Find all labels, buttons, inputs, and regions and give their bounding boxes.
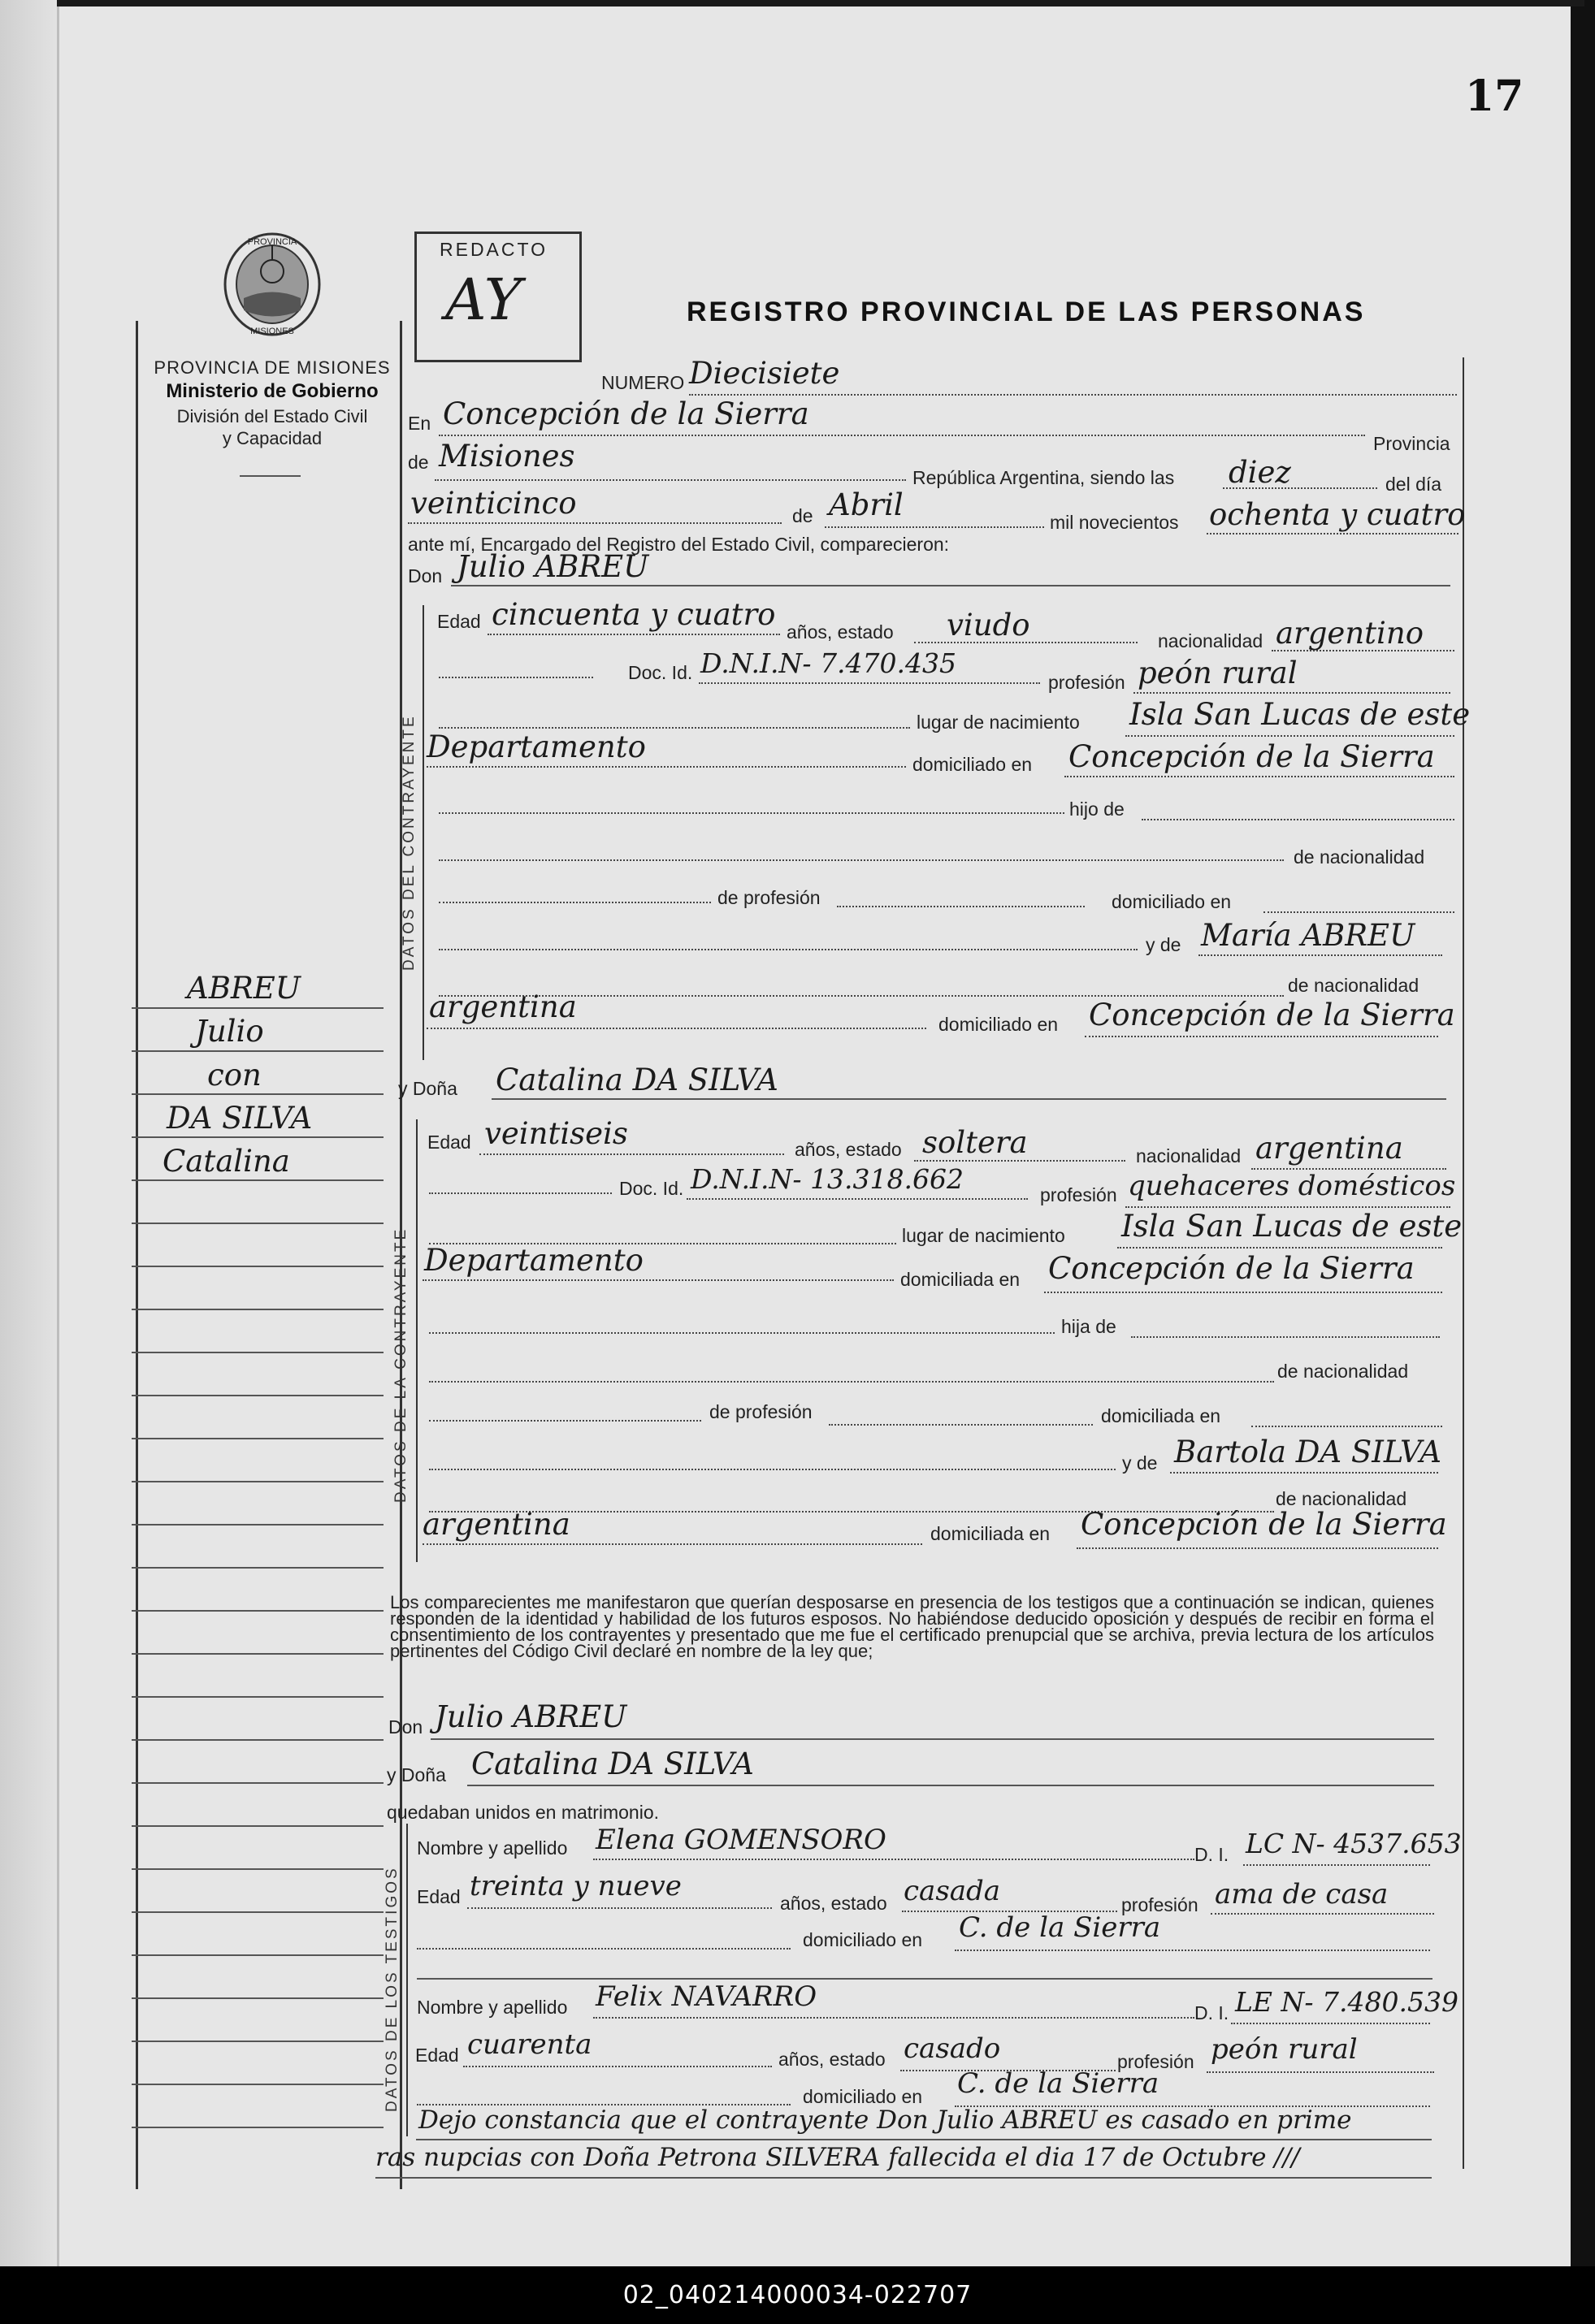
margin-rule	[132, 1782, 384, 1784]
y-de-label: y de	[1146, 934, 1181, 955]
margin-rule	[132, 1954, 384, 1956]
t2-estado: casado	[904, 2032, 1001, 2065]
de-nacionalidad3-label: de nacionalidad	[1277, 1361, 1409, 1382]
edad2-label: Edad	[427, 1132, 471, 1153]
t2-di: LE N- 7.480.539	[1235, 1986, 1458, 2018]
margin-rule	[132, 1093, 384, 1095]
margin-note-line2: Julio	[195, 1014, 264, 1049]
departamento-line	[427, 766, 906, 768]
domiciliada-label: domiciliada en	[900, 1269, 1021, 1290]
margin-rule	[132, 1136, 384, 1138]
margin-rule	[132, 1610, 384, 1612]
profesion2-line	[1125, 1206, 1450, 1208]
testigos-divider	[417, 1978, 1432, 1980]
estado-line	[914, 642, 1138, 643]
don-line	[451, 585, 1450, 586]
departamento2-line	[423, 1279, 894, 1281]
declaracion-dona-label: y Doña	[387, 1764, 446, 1785]
org-ministry: Ministerio de Gobierno	[166, 380, 379, 402]
contrayente2-section-label: DATOS DE LA CONTRAYENTE	[392, 1227, 410, 1503]
profesion2-label: profesión	[1040, 1184, 1117, 1205]
contrayente1-edad: cincuenta y cuatro	[492, 597, 776, 632]
nacionalidad2-label: nacionalidad	[1136, 1145, 1242, 1166]
doc2-label: Doc. Id.	[619, 1178, 684, 1199]
margin-rule	[132, 1438, 384, 1439]
contrayente2-nombre: Catalina DA SILVA	[496, 1062, 778, 1097]
hora-value: diez	[1229, 455, 1291, 490]
file-id: 02_040214000034-022707	[622, 2281, 973, 2309]
contrayente2-profesion: quehaceres domésticos	[1128, 1170, 1456, 1202]
domiciliado-label: domiciliado en	[912, 754, 1033, 775]
madre-nac-line	[427, 1028, 926, 1029]
profesion-label: profesión	[1048, 672, 1125, 693]
margin-note-line1: ABREU	[187, 971, 301, 1006]
margin-rule	[132, 1223, 384, 1224]
mes-line	[825, 526, 1044, 528]
page-title: REGISTRO PROVINCIAL DE LAS PERSONAS	[687, 296, 1366, 327]
numero-label: NUMERO	[601, 372, 685, 393]
ante-text: ante mí, Encargado del Registro del Estado Civil, comparecieron:	[408, 534, 950, 555]
padre-nac-line	[439, 902, 711, 903]
don-label: Don	[408, 565, 443, 586]
margin-rule	[132, 1309, 384, 1310]
margin-note-line4: DA SILVA	[167, 1101, 313, 1136]
contrayente1-estado: viudo	[947, 608, 1030, 643]
domiciliado2-label: domiciliado en	[1112, 891, 1232, 912]
t1-profesion-label: profesión	[1121, 1894, 1198, 1915]
contrayente2-madre-nacionalidad: argentina	[423, 1507, 570, 1542]
hija-pre-line	[429, 1332, 1055, 1334]
binder-right-edge	[1571, 0, 1595, 2266]
doc2-pre-line	[429, 1192, 612, 1194]
mil-label: mil novecientos	[1050, 512, 1179, 533]
t1-dom-line	[955, 1950, 1430, 1951]
t2-di-line	[1231, 2023, 1430, 2024]
contrayente1-nombre: Julio ABREU	[457, 549, 649, 584]
domicilio2-line	[1044, 1292, 1442, 1293]
edad2-line	[479, 1153, 784, 1155]
t1-domicilio: C. de la Sierra	[959, 1911, 1161, 1944]
madre-dom-line	[1085, 1036, 1438, 1037]
del-dia-label: del día	[1385, 474, 1442, 495]
margin-rule	[132, 1481, 384, 1482]
de-nacionalidad4-label: de nacionalidad	[1276, 1488, 1407, 1509]
declaracion-paragraph: Los comparecientes me manifestaron que querían desposarse en presencia de los testigos que a continuación se indican, quienes responden de la identidad y habilidad de los futuros esposos. No habiéndose deducido oposición y después de recibir en forma el consentimiento de los contrayentes y presentado que me fue el certificado prenupcial que se archiva, previa lectura de los artículos pertinentes del Código Civil declaré en nombre de la ley que;	[390, 1592, 1434, 1661]
nota-linea-2: ras nupcias con Doña Petrona SILVERA fallecida el dia 17 de Octubre ///	[375, 2143, 1300, 2172]
estado2-line	[914, 1160, 1125, 1162]
margin-rule	[132, 1179, 384, 1181]
t2-profesion: peón rural	[1211, 2033, 1358, 2066]
doc-pre-line	[439, 677, 593, 678]
lugar-nac-pre-line	[439, 727, 910, 729]
contrayente1-doc: D.N.I.N- 7.470.435	[700, 647, 957, 679]
domiciliada3-label: domiciliada en	[930, 1523, 1051, 1544]
contrayente2-madre: Bartola DA SILVA	[1174, 1435, 1441, 1469]
nacionalidad-line	[1272, 650, 1454, 651]
anio-value: ochenta y cuatro	[1209, 497, 1466, 532]
contrayente2-estado: soltera	[922, 1125, 1028, 1160]
margin-note-line3: con	[207, 1058, 262, 1093]
lugar-line	[439, 435, 1365, 436]
seal-bottom-text: MISIONES	[250, 327, 294, 336]
declaracion-don-line	[431, 1738, 1434, 1740]
binder-left-edge	[0, 0, 59, 2266]
t1-edad: treinta y nueve	[470, 1870, 682, 1902]
nacionalidad-label: nacionalidad	[1158, 630, 1263, 651]
padre2-line	[429, 1381, 1274, 1383]
hijo-de-label: hijo de	[1069, 798, 1125, 820]
t2-nombre-line	[593, 2017, 1194, 2019]
t2-di-label: D. I.	[1194, 2002, 1229, 2023]
de-profesion2-label: de profesión	[709, 1401, 813, 1422]
numero-line	[689, 394, 1457, 396]
t1-di-line	[1243, 1864, 1430, 1866]
margin-rule	[132, 1266, 384, 1267]
contrayente2-lugar-nac-1: Isla San Lucas de este	[1121, 1209, 1463, 1244]
seal-top-text: PROVINCIA	[247, 237, 297, 247]
en-label: En	[408, 413, 431, 434]
padre-dom-line	[1263, 911, 1454, 913]
madre2-nac-line	[423, 1543, 922, 1545]
nota-line-2	[375, 2177, 1432, 2179]
domiciliada2-label: domiciliada en	[1101, 1405, 1221, 1426]
padre2-prof-line	[829, 1424, 1093, 1426]
provincia-label: Provincia	[1373, 433, 1450, 454]
estado-label: años, estado	[787, 621, 894, 643]
madre-line	[1198, 954, 1442, 956]
padre2-nac-line	[429, 1420, 701, 1422]
madre-pre-line	[439, 949, 1138, 950]
t2-edad: cuarenta	[467, 2028, 592, 2061]
t1-estado: casada	[904, 1875, 1001, 1907]
t2-profesion-line	[1207, 2071, 1434, 2073]
contrayente1-lugar-nac-2: Departamento	[427, 729, 646, 764]
contrayente1-bracket	[423, 605, 424, 1060]
t1-domiciliado-label: domiciliado en	[803, 1929, 923, 1950]
declaracion-don: Julio ABREU	[435, 1699, 627, 1734]
redacto-box	[414, 232, 582, 362]
t1-di-label: D. I.	[1194, 1844, 1229, 1865]
file-id-footer	[0, 2266, 1595, 2324]
t1-edad-line	[467, 1907, 772, 1909]
declaracion-don-label: Don	[388, 1716, 423, 1738]
lugar-nac-label: lugar de nacimiento	[917, 712, 1080, 733]
margin-rule	[132, 1524, 384, 1526]
contrayente2-nacionalidad: argentina	[1255, 1131, 1403, 1166]
contrayente1-lugar-nac-1: Isla San Lucas de este	[1129, 697, 1471, 732]
doc-line	[699, 682, 1040, 684]
contrayente2-doc: D.N.I.N- 13.318.662	[691, 1163, 964, 1195]
t2-nombre-label: Nombre y apellido	[417, 1997, 568, 2018]
de-nacionalidad2-label: de nacionalidad	[1288, 975, 1419, 996]
edad-line	[488, 634, 780, 635]
margin-rule	[132, 1696, 384, 1698]
org-divider	[240, 475, 301, 477]
dia-value: veinticinco	[410, 486, 577, 521]
hija-de-label: hija de	[1061, 1316, 1116, 1337]
margin-rule	[132, 1050, 384, 1052]
margin-rule	[132, 1997, 384, 1999]
margin-rule	[132, 1007, 384, 1009]
margin-rule	[132, 1825, 384, 1827]
profesion-line	[1133, 692, 1450, 694]
left-column-border	[136, 321, 138, 2189]
t2-domicilio: C. de la Sierra	[957, 2067, 1159, 2100]
lugar-value: Concepción de la Sierra	[443, 396, 809, 431]
doc2-line	[687, 1198, 1028, 1200]
margin-rule	[132, 1739, 384, 1741]
de-label2: de	[792, 505, 813, 526]
lugar-nac2-line	[1117, 1247, 1442, 1249]
contrayente1-madre-domicilio: Concepción de la Sierra	[1089, 998, 1455, 1032]
t1-nombre-label: Nombre y apellido	[417, 1837, 568, 1859]
anio-line	[1207, 533, 1458, 534]
t2-edad-line	[463, 2066, 772, 2067]
contrayente1-section-label: DATOS DEL CONTRAYENTE	[401, 714, 418, 971]
numero-value: Diecisiete	[689, 356, 840, 391]
margin-rule	[132, 1911, 384, 1913]
mes-value: Abril	[829, 487, 904, 522]
margin-rule	[132, 2041, 384, 2042]
t1-nombre-line	[593, 1859, 1194, 1860]
declaracion-dona: Catalina DA SILVA	[471, 1746, 754, 1781]
margin-rule	[132, 2084, 384, 2085]
t1-nombre: Elena GOMENSORO	[596, 1824, 886, 1856]
page-number: 17	[1465, 71, 1524, 121]
contrayente1-madre: María ABREU	[1201, 918, 1415, 953]
edad-label: Edad	[437, 611, 481, 632]
redacto-label: REDACTO	[440, 239, 548, 260]
contrayente1-domicilio: Concepción de la Sierra	[1068, 739, 1435, 774]
padre2-dom-line	[1251, 1426, 1442, 1427]
t1-di: LC N- 4537.653	[1246, 1828, 1462, 1859]
madre2-dom-line	[1077, 1547, 1438, 1549]
hora-line	[1223, 487, 1377, 489]
provincia-line	[435, 479, 906, 481]
hijo-line	[1142, 819, 1454, 820]
org-capacidad: y Capacidad	[222, 428, 323, 448]
hija-line	[1131, 1336, 1440, 1338]
declaracion-unidos: quedaban unidos en matrimonio.	[387, 1802, 660, 1823]
right-border	[1463, 357, 1464, 2169]
padre-prof-line	[837, 906, 1085, 907]
nota-linea-1: Dejo constancia que el contrayente Don Julio ABREU es casado en prime	[418, 2105, 1352, 2135]
redacto-initials: AY	[445, 266, 522, 333]
org-province: PROVINCIA DE MISIONES	[154, 357, 391, 378]
t2-estado-label: años, estado	[778, 2049, 886, 2070]
t1-profesion-line	[1211, 1913, 1434, 1915]
t2-domiciliado-label: domiciliado en	[803, 2086, 923, 2107]
lugar-nac2-label: lugar de nacimiento	[902, 1225, 1065, 1246]
page-top-edge	[57, 0, 1584, 6]
org-division: División del Estado Civil	[176, 406, 368, 426]
republica-label: República Argentina, siendo las	[912, 467, 1175, 488]
declaracion-dona-line	[467, 1785, 1434, 1786]
de-label: de	[408, 452, 429, 473]
estado2-label: años, estado	[795, 1139, 902, 1160]
margin-note-line5: Catalina	[163, 1144, 290, 1179]
domiciliado3-label: domiciliado en	[938, 1014, 1059, 1035]
t1-edad-label: Edad	[417, 1886, 461, 1907]
testigos-section-label: DATOS DE LOS TESTIGOS	[384, 1866, 401, 2112]
de-profesion-label: de profesión	[717, 887, 821, 908]
margin-rule	[132, 1653, 384, 1655]
margin-rule	[132, 2127, 384, 2128]
t1-profesion: ama de casa	[1215, 1878, 1389, 1911]
provincia-value: Misiones	[439, 439, 575, 474]
contrayente2-edad: veintiseis	[484, 1116, 628, 1151]
contrayente2-madre-domicilio: Concepción de la Sierra	[1081, 1507, 1447, 1542]
t1-dom-pre-line	[417, 1948, 791, 1950]
t2-edad-label: Edad	[415, 2045, 459, 2066]
t2-nombre: Felix NAVARRO	[596, 1980, 817, 2013]
de-nacionalidad-label: de nacionalidad	[1294, 846, 1425, 868]
lugar-nac-line	[1125, 735, 1454, 737]
contrayente2-lugar-nac-2: Departamento	[424, 1243, 644, 1278]
madre2-pre-line	[429, 1469, 1116, 1470]
contrayente2-bracket	[416, 1119, 418, 1562]
madre2-line	[1170, 1472, 1438, 1474]
margin-rule	[132, 1567, 384, 1569]
margin-rule	[132, 1395, 384, 1396]
margin-rule	[132, 1868, 384, 1870]
doc-label: Doc. Id.	[628, 662, 693, 683]
dia-line	[408, 522, 782, 524]
nota-line-1	[416, 2139, 1432, 2140]
contrayente1-madre-nacionalidad: argentina	[429, 989, 577, 1024]
margin-rule	[132, 1352, 384, 1353]
y-de2-label: y de	[1122, 1452, 1158, 1474]
domicilio-line	[1064, 776, 1454, 777]
contrayente1-nacionalidad: argentino	[1276, 616, 1424, 651]
testigos-bracket	[406, 1824, 408, 2136]
padre-line	[439, 859, 1284, 861]
t2-profesion-label: profesión	[1117, 2051, 1194, 2072]
dona-line	[492, 1098, 1446, 1100]
contrayente2-domicilio: Concepción de la Sierra	[1048, 1251, 1415, 1286]
contrayente1-profesion: peón rural	[1138, 656, 1298, 690]
t1-estado-label: años, estado	[780, 1893, 887, 1914]
dona-label: y Doña	[398, 1078, 457, 1099]
hijo-pre-line	[439, 812, 1064, 814]
